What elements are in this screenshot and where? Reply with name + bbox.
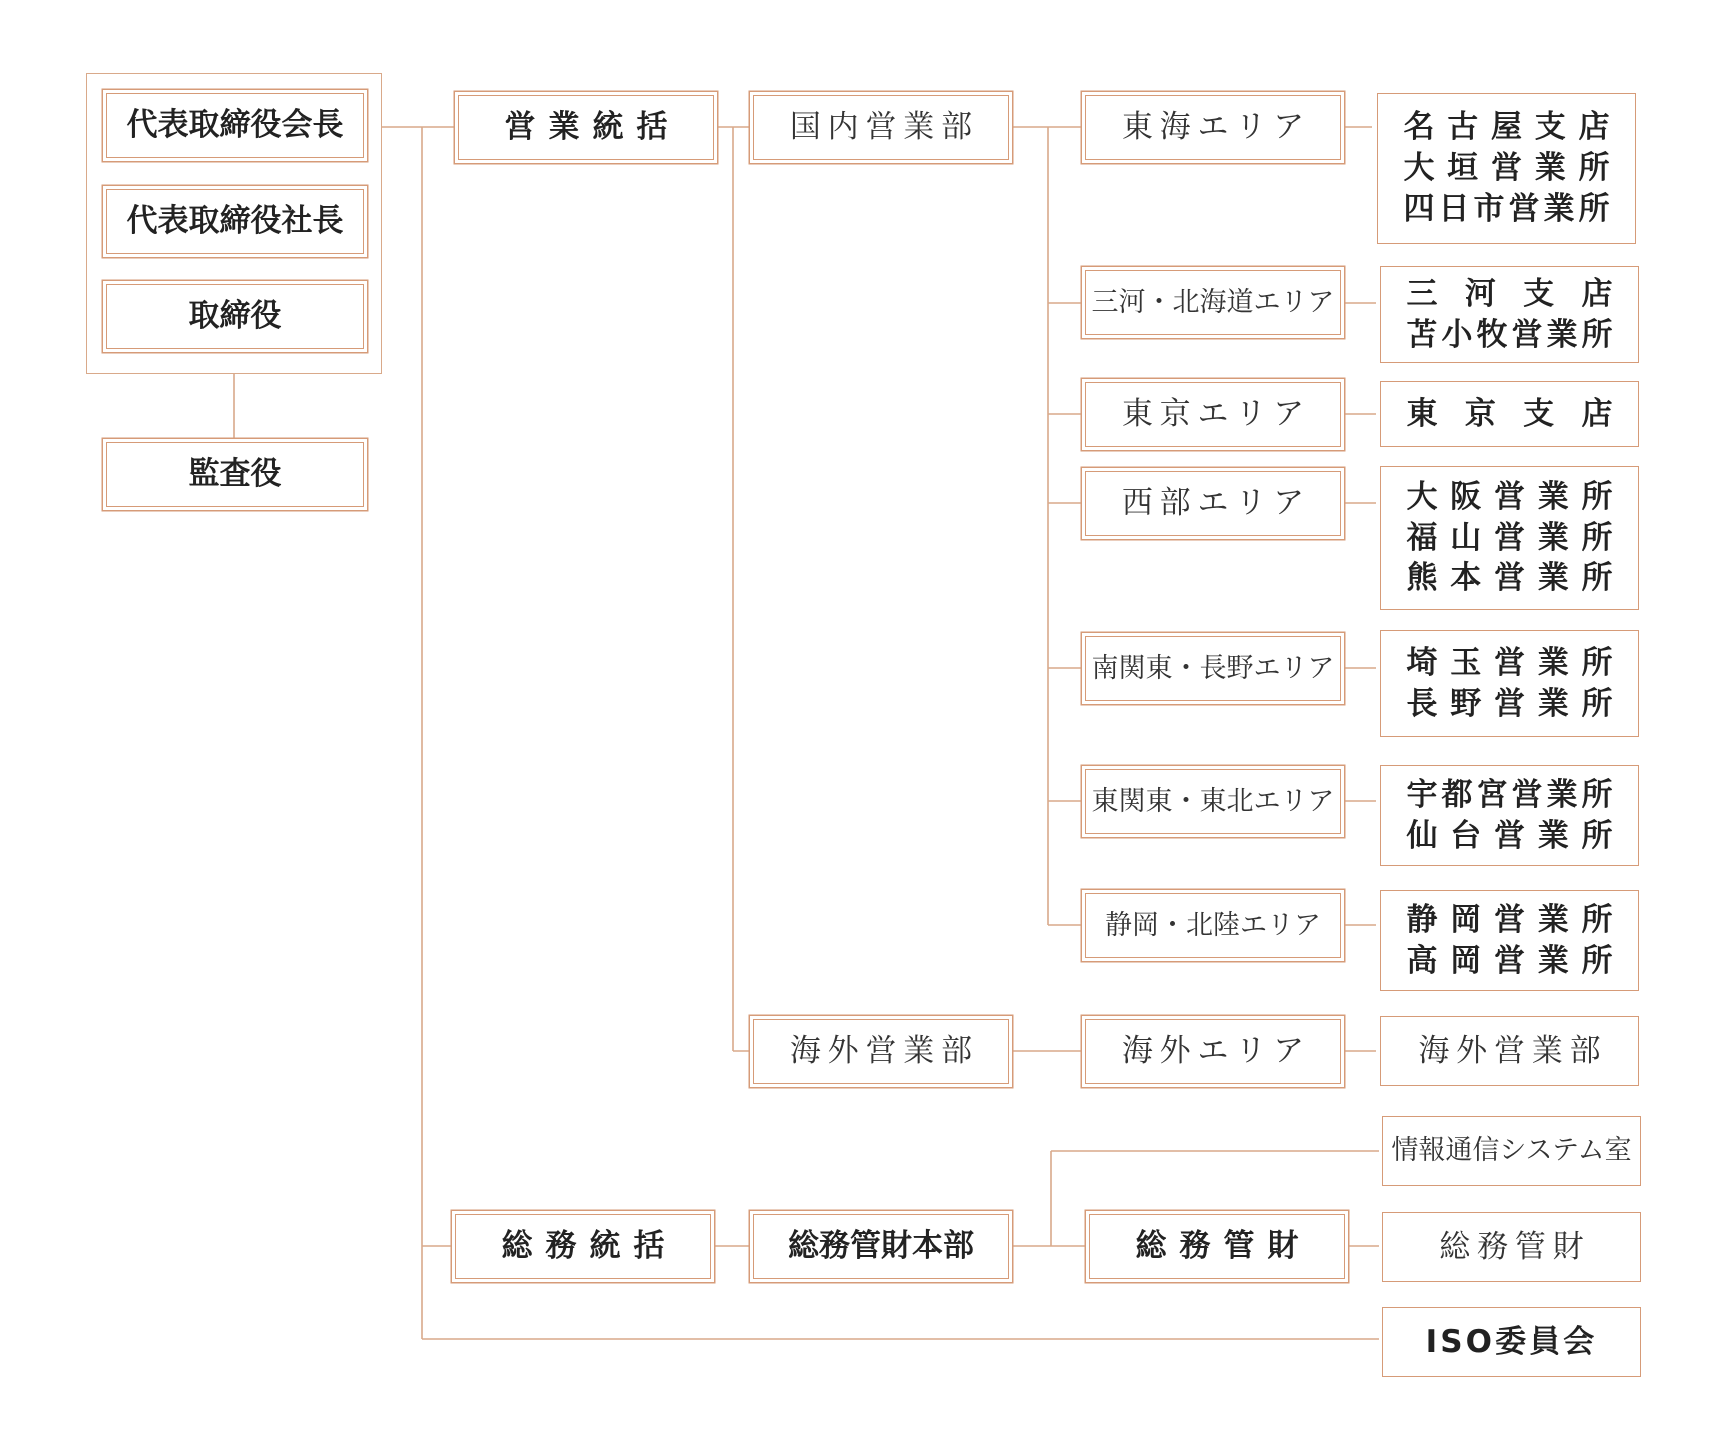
office-box-seibu <box>1380 466 1639 610</box>
office-box-higashi-kanto-tohoku <box>1380 765 1639 866</box>
office-box-overseas <box>1380 1016 1639 1086</box>
sales-head-box <box>458 95 714 160</box>
area-label: 西部エリア <box>1121 485 1311 522</box>
office-box-mikawa-hokkaido <box>1380 266 1639 363</box>
office-label: 熊本営業所 <box>1406 560 1613 597</box>
admin-unit-label: 総務管財 <box>1439 1228 1591 1265</box>
iso-committee-box <box>1382 1307 1641 1377</box>
area-label: 東関東・東北エリア <box>1091 785 1335 817</box>
office-label: 福山営業所 <box>1406 519 1613 556</box>
office-label: 名古屋支店 <box>1403 109 1610 146</box>
area-box-mikawa-hokkaido <box>1085 270 1341 335</box>
office-label: 仙台営業所 <box>1406 817 1613 854</box>
sales-head-label: 営業統括 <box>504 109 681 146</box>
auditor-box <box>106 442 364 507</box>
admin-dept-box <box>1089 1214 1345 1279</box>
office-label: 静岡営業所 <box>1406 901 1613 938</box>
office-box-tokai <box>1377 93 1636 244</box>
area-box-tokyo <box>1085 382 1341 447</box>
admin-head-label: 総務統括 <box>501 1228 678 1265</box>
area-label: 東海エリア <box>1121 109 1311 146</box>
office-box-shizuoka-hokuriku <box>1380 890 1639 991</box>
area-box-overseas <box>1085 1019 1341 1084</box>
auditor-label: 監査役 <box>188 456 282 493</box>
chairman-box <box>106 93 364 158</box>
office-label: 大垣営業所 <box>1403 150 1610 187</box>
iso-committee-label: ISO委員会 <box>1425 1323 1598 1360</box>
office-label: 海外営業部 <box>1418 1032 1608 1069</box>
directors-box <box>106 284 364 349</box>
area-label: 三河・北海道エリア <box>1091 286 1335 318</box>
chairman-label: 代表取締役会長 <box>126 107 344 144</box>
domestic-sales-label: 国内営業部 <box>789 109 979 146</box>
area-box-shizuoka-hokuriku <box>1085 893 1341 958</box>
office-label: 埼玉営業所 <box>1406 644 1613 681</box>
area-box-minami-kanto-nagano <box>1085 636 1341 701</box>
president-label: 代表取締役社長 <box>126 203 344 240</box>
office-label: 宇都宮営業所 <box>1406 776 1613 813</box>
admin-head-box <box>455 1214 711 1279</box>
office-label: 三河支店 <box>1406 275 1613 312</box>
office-box-tokyo <box>1380 381 1639 447</box>
admin-hq-box <box>753 1214 1009 1279</box>
office-label: 東京支店 <box>1406 395 1613 432</box>
area-box-tokai <box>1085 95 1341 160</box>
area-box-seibu <box>1085 471 1341 536</box>
overseas-sales-label: 海外営業部 <box>789 1033 979 1070</box>
office-label: 四日市営業所 <box>1403 190 1610 227</box>
domestic-sales-box <box>753 95 1009 160</box>
it-room-box <box>1382 1116 1641 1186</box>
president-box <box>106 189 364 254</box>
area-label: 東京エリア <box>1121 396 1311 433</box>
area-label: 海外エリア <box>1121 1033 1311 1070</box>
directors-label: 取締役 <box>188 298 282 335</box>
office-box-minami-kanto-nagano <box>1380 630 1639 737</box>
office-label: 大阪営業所 <box>1406 478 1613 515</box>
admin-unit-box <box>1382 1212 1641 1282</box>
office-label: 長野営業所 <box>1406 685 1613 722</box>
office-label: 苫小牧営業所 <box>1406 316 1613 353</box>
office-label: 高岡営業所 <box>1406 942 1613 979</box>
overseas-sales-box <box>753 1019 1009 1084</box>
area-box-higashi-kanto-tohoku <box>1085 769 1341 834</box>
admin-dept-label: 総務管財 <box>1135 1228 1312 1265</box>
area-label: 南関東・長野エリア <box>1091 652 1335 684</box>
admin-hq-label: 総務管財本部 <box>788 1228 974 1265</box>
it-room-label: 情報通信システム室 <box>1391 1135 1632 1167</box>
area-label: 静岡・北陸エリア <box>1105 909 1321 941</box>
